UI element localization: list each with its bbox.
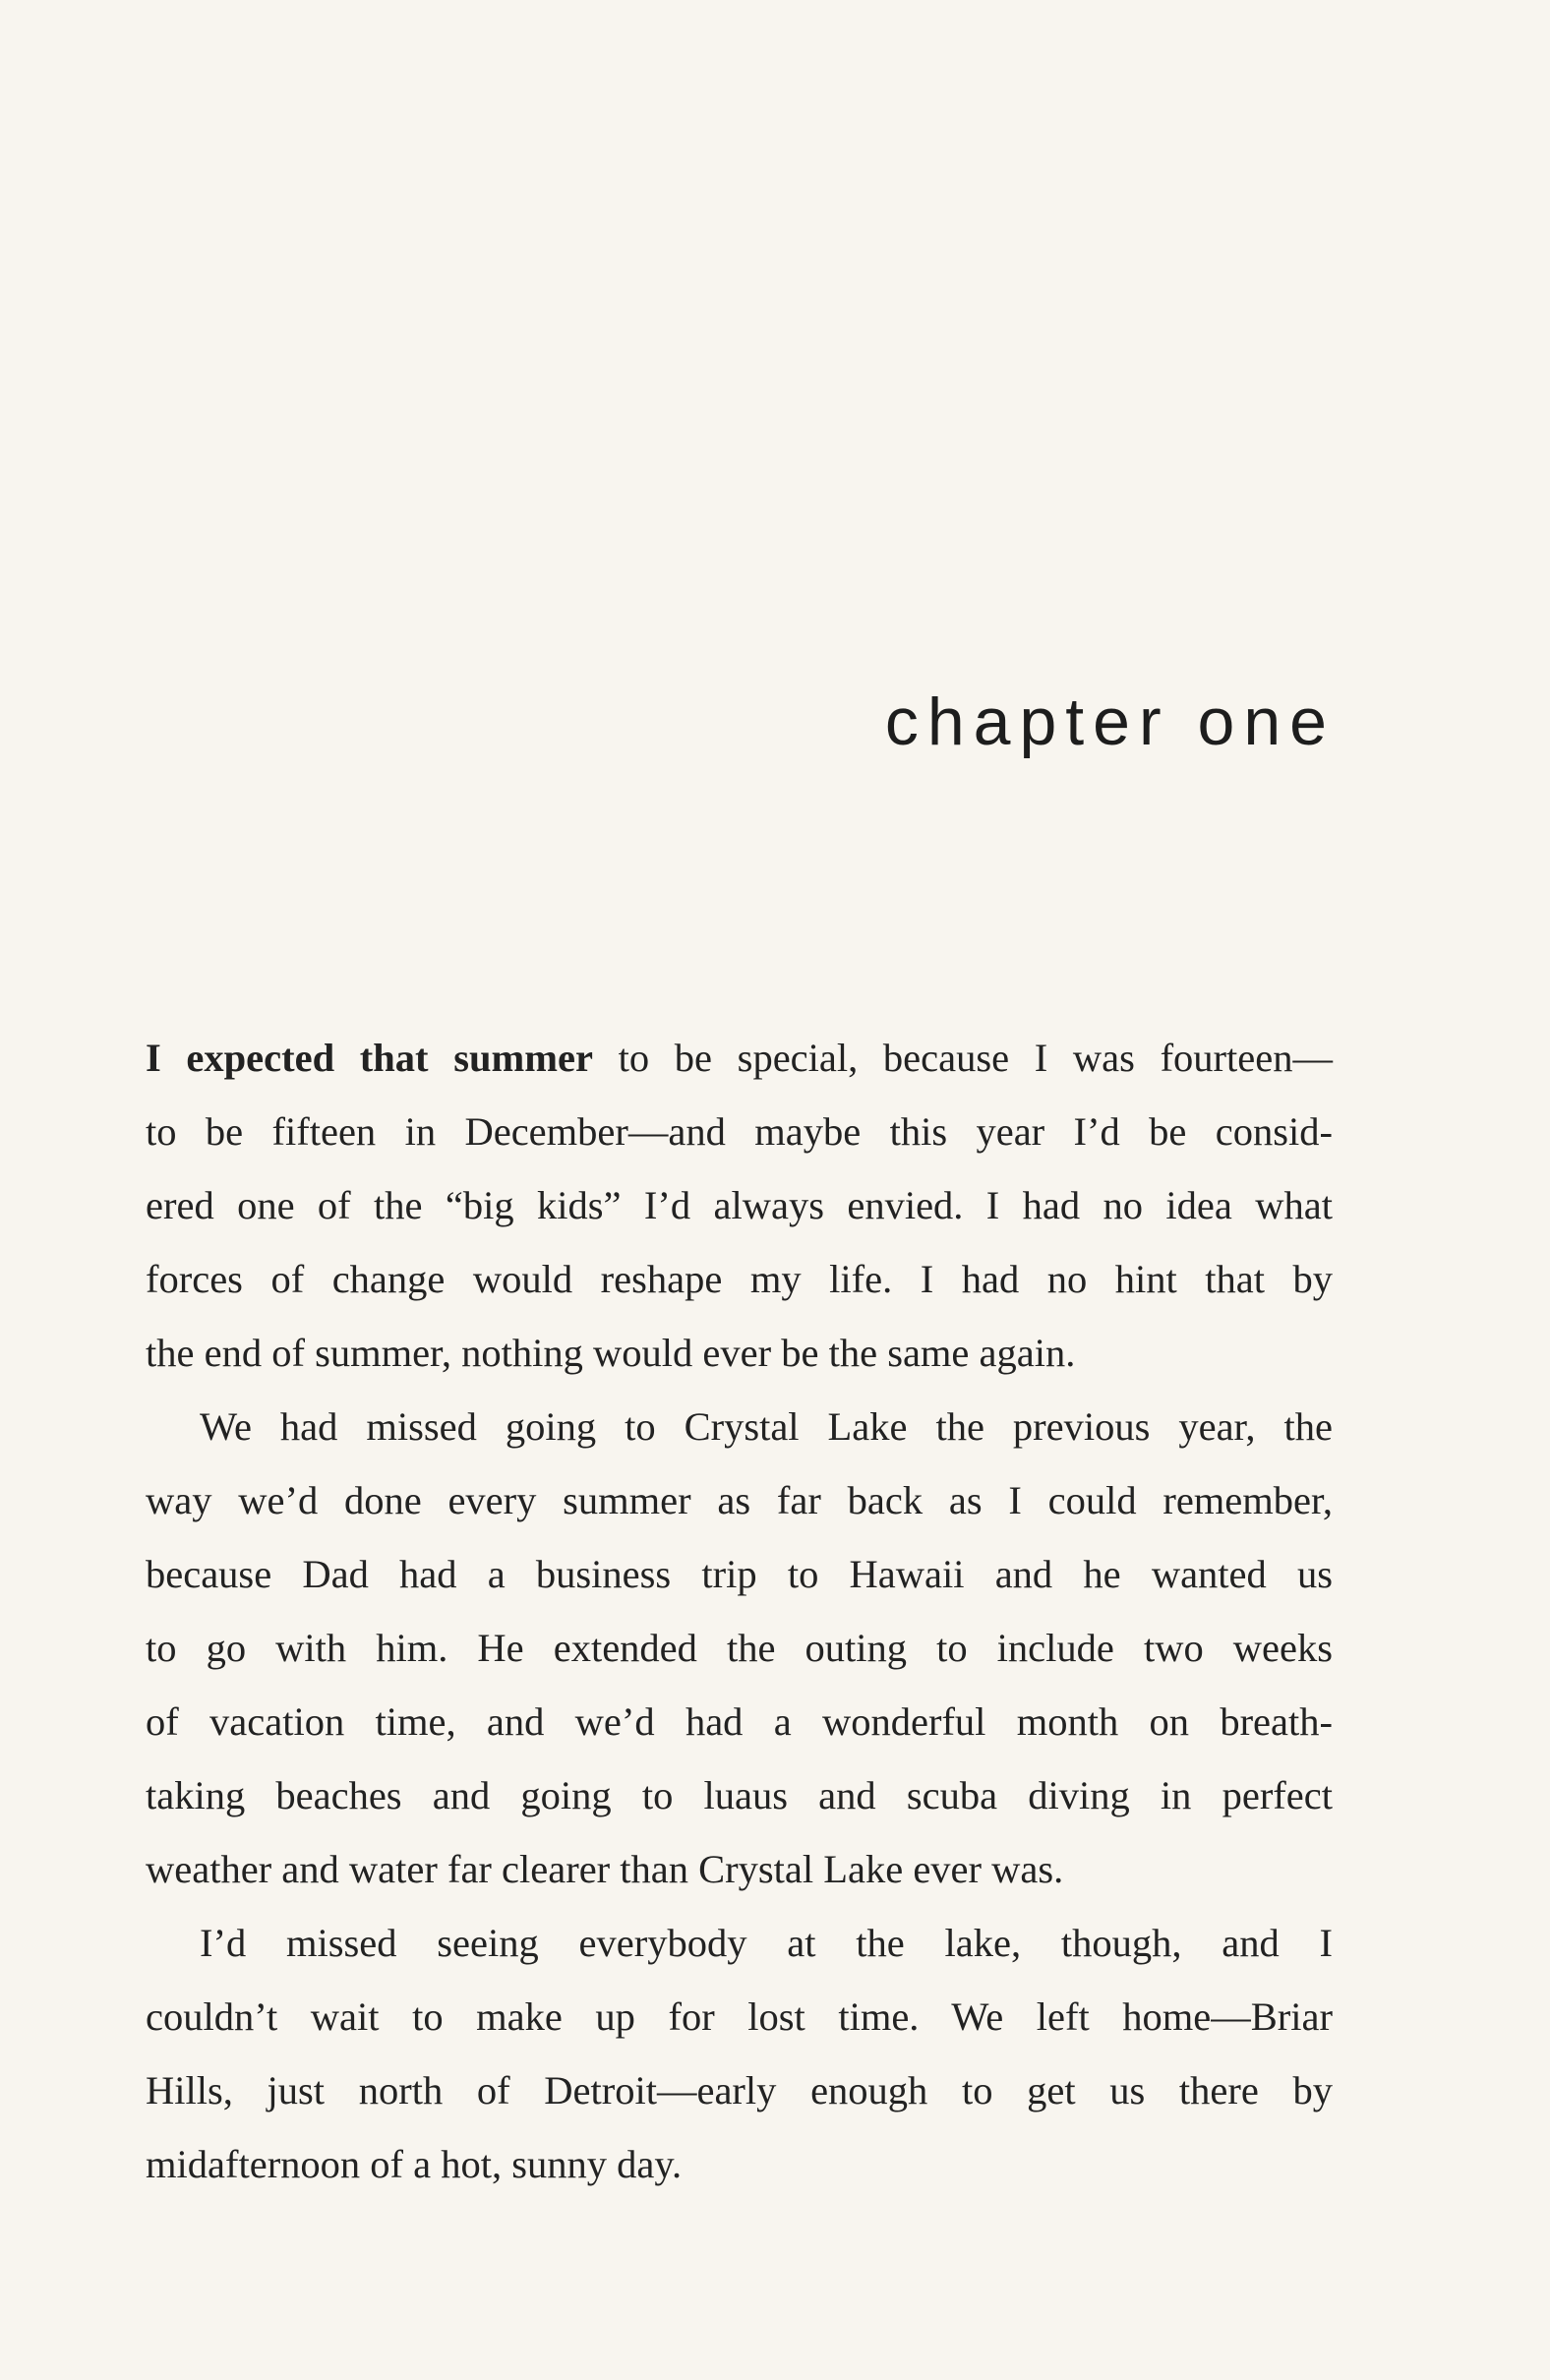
opening-phrase: I expected that summer <box>146 1036 593 1080</box>
text-line <box>146 1021 1333 1095</box>
text-line: to be fifteen in December—and maybe this year I’d be consid- <box>146 1109 1333 1154</box>
text-line: way we’d done every summer as far back as I could remember, <box>146 1478 1333 1522</box>
chapter-body <box>146 1021 1333 2201</box>
text-line: I’d missed seeing everybody at the lake, though, and I <box>200 1921 1333 1965</box>
text-line: taking beaches and going to luaus and scuba diving in perfect <box>146 1773 1333 1817</box>
text-run: to be special, because I was fourteen— <box>592 1036 1333 1080</box>
chapter-title: chapter one <box>884 684 1336 759</box>
text-line: weather and water far clearer than Crystal Lake ever was. <box>146 1847 1064 1891</box>
paragraph-1 <box>146 1021 1333 1390</box>
paragraph-2 <box>146 1390 1333 1906</box>
text-line: of vacation time, and we’d had a wonderful month on breath- <box>146 1699 1333 1744</box>
text-line: ered one of the “big kids” I’d always envied. I had no idea what <box>146 1183 1333 1227</box>
text-line: because Dad had a business trip to Hawaii and he wanted us <box>146 1552 1333 1596</box>
paragraph-3 <box>146 1906 1333 2201</box>
text-line: midafternoon of a hot, sunny day. <box>146 2142 683 2186</box>
text-line: the end of summer, nothing would ever be the same again. <box>146 1331 1076 1375</box>
text-line: to go with him. He extended the outing to include two weeks <box>146 1626 1333 1670</box>
text-line: Hills, just north of Detroit—early enough to get us there by <box>146 2068 1333 2112</box>
text-line: couldn’t wait to make up for lost time. We left home—Briar <box>146 1994 1333 2039</box>
text-line: forces of change would reshape my life. I had no hint that by <box>146 1257 1333 1301</box>
text-line: We had missed going to Crystal Lake the previous year, the <box>200 1404 1333 1449</box>
